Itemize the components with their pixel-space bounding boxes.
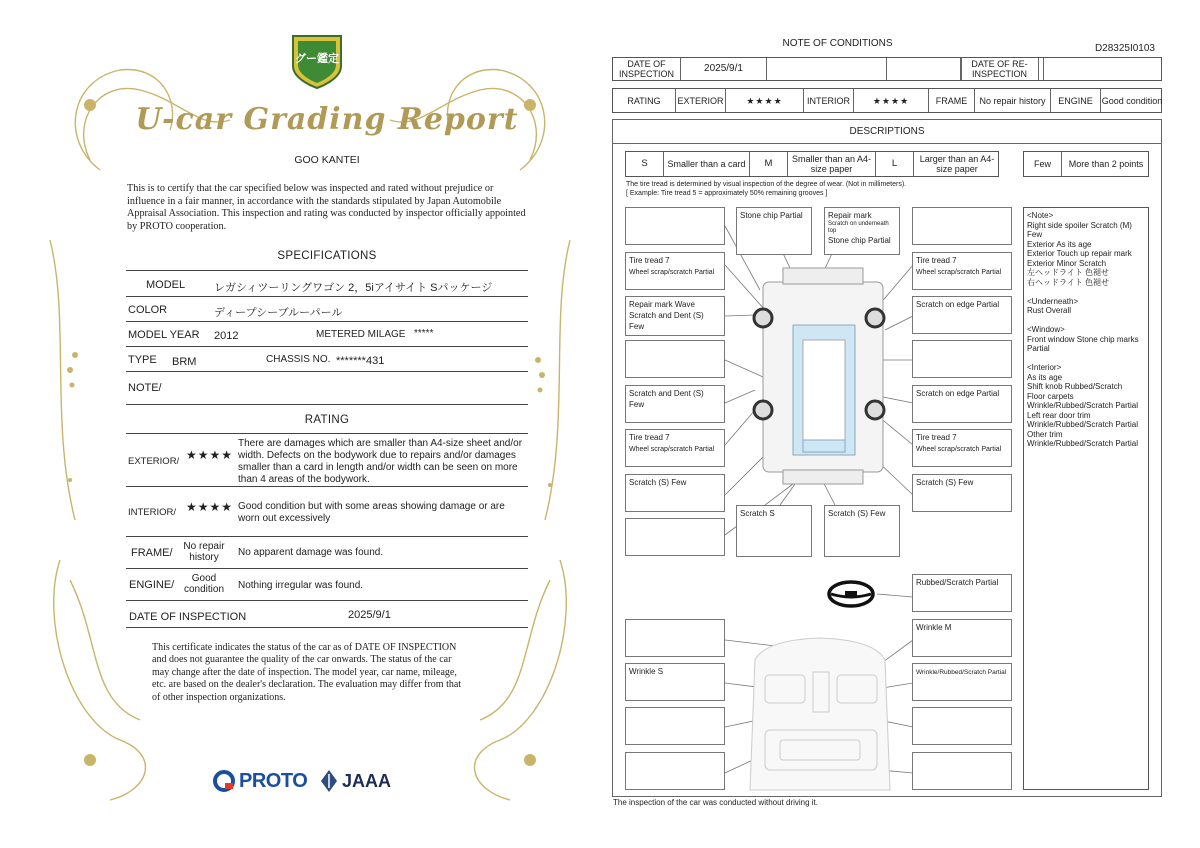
goo-kantei-badge [289, 32, 345, 90]
color-row [126, 297, 528, 322]
note-label: NOTE/ [128, 382, 162, 394]
frame-value: No repair history [975, 89, 1051, 112]
legend-code-m: M [750, 152, 788, 176]
damage-box-front-seat: Wrinkle M [912, 619, 1012, 657]
legend-text-few: More than 2 points [1068, 159, 1144, 169]
damage-box-rear-seat-right [912, 707, 1012, 745]
car-interior-view-icon [750, 638, 890, 790]
damage-box-left-door-rear: Scratch and Dent (S) Few [625, 385, 725, 423]
damage-box-right-door-front [912, 340, 1012, 378]
engine-description: Nothing irregular was found. [238, 580, 364, 591]
exterior-stars: ★★★★ [186, 448, 234, 462]
conditions-footer: The inspection of the car was conducted without driving it. [613, 798, 818, 807]
legend-code-few: Few [1024, 152, 1062, 176]
certificate-subtitle: GOO KANTEI [294, 154, 360, 166]
date-of-inspection-label: DATE OF INSPECTION [613, 58, 681, 80]
certificate-intro: This is to certify that the car specified below was inspected and rated without prejudice or influence in a fair manner, in accordance with the standards stipulated by Japan Automobile Appraisal Association. This inspection and rating was conducted by inspector officially appointed by PROTO cooperation. [127, 183, 526, 232]
damage-box-tire-rear-right: Tire tread 7 Wheel scrap/scratch Partial [912, 429, 1012, 467]
report-id: D28325I0103 [1094, 43, 1155, 54]
jaaa-logo-text: JAAA [342, 770, 392, 791]
note-line: As its age [1027, 372, 1063, 382]
note-row [126, 372, 528, 405]
note-line: Exterior As its age [1027, 239, 1092, 249]
damage-box-door-trim: Wrinkle/Rubbed/Scratch Partial [912, 663, 1012, 701]
jaaa-logo [320, 768, 391, 794]
damage-box-console [625, 707, 725, 745]
chassis-value: *******431 [336, 355, 385, 367]
interior-label: INTERIOR [804, 89, 854, 112]
damage-box-left-quarter: Scratch (S) Few [625, 474, 725, 512]
note-line [1027, 316, 1147, 326]
note-line: <Interior> [1027, 363, 1062, 372]
proto-mark-icon [213, 770, 235, 792]
grading-certificate [30, 20, 590, 830]
damage-box-front-bumper: Stone chip Partial [736, 207, 812, 255]
note-line: Floor carpets Wrinkle/Rubbed/Scratch Partial [1027, 391, 1139, 410]
badge-text: グー鑑定 [295, 53, 339, 65]
damage-box-rear-seat-left [625, 752, 725, 790]
date-of-inspection-row [126, 601, 528, 628]
engine-rating-row [126, 569, 528, 601]
mileage-label: METERED MILAGE [316, 329, 406, 340]
note-line: <Note> [1027, 211, 1054, 220]
proto-logo-text: PROTO [239, 769, 308, 792]
damage-box-right-fender: Scratch on edge Partial [912, 296, 1012, 334]
damage-box-steering: Rubbed/Scratch Partial [912, 574, 1012, 612]
damage-box-left-fender: Repair mark Wave Scratch and Dent (S) Few [625, 296, 725, 336]
note-of-conditions [605, 0, 1185, 848]
damage-box-tire-rear-left: Tire tread 7 Wheel scrap/scratch Partial [625, 429, 725, 467]
damage-box-rear-left: Scratch S [736, 505, 812, 557]
specifications-heading: SPECIFICATIONS [277, 250, 377, 262]
interior-label: INTERIOR/ [128, 507, 177, 518]
note-line: Rust Overall [1027, 306, 1072, 315]
frame-rating-row [126, 537, 528, 569]
legend-code-l: L [876, 152, 914, 176]
steering-wheel-icon [829, 582, 873, 606]
descriptions-heading: DESCRIPTIONS [613, 120, 1161, 144]
note-line: 左ヘッドライト 色褪せ [1027, 268, 1109, 277]
exterior-rating-row [126, 433, 528, 487]
damage-box-left-door-front [625, 340, 725, 378]
engine-value: Good condition [1101, 95, 1163, 106]
model-value: レガシィツーリングワゴン 2，5iアイサイト Sパッケージ [214, 282, 493, 294]
note-line: Shift knob Rubbed/Scratch [1027, 382, 1123, 391]
certificate-footer: This certificate indicates the status of the car as of DATE OF INSPECTION and does not guarantee the quality of the car onwards. The status of the car may change after the date of inspection. The model year, car name, mileage, etc. are based on the dealer's declaration. The evaluation may differ from that of other inspection organizations. [152, 642, 462, 703]
proto-logo [213, 768, 307, 794]
engine-label: ENGINE/ [129, 579, 175, 591]
type-value: BRM [172, 356, 197, 368]
type-label: TYPE [128, 354, 157, 366]
note-line: Exterior Minor Scratch [1027, 258, 1107, 268]
chassis-label: CHASSIS NO. [266, 354, 331, 365]
tire-note-1: The tire tread is determined by visual inspection of the degree of wear. (Not in millimeters). [626, 181, 907, 188]
mileage-value: ***** [414, 328, 434, 339]
note-line: <Window> [1027, 325, 1065, 334]
note-line [1027, 354, 1147, 364]
note-line: Exterior Touch up repair mark [1027, 249, 1132, 258]
damage-box-front-left [625, 207, 725, 245]
damage-box-driver-seat: Wrinkle S [625, 663, 725, 701]
note-line: Left rear door trim Wrinkle/Rubbed/Scratch Partial [1027, 410, 1139, 429]
exterior-label: EXTERIOR [676, 89, 726, 112]
tire-note-2: [ Example: Tire tread 5 = approximately 50% remaining grooves ] [626, 190, 828, 197]
date-of-reinspection-label: DATE OF RE-INSPECTION [961, 58, 1039, 80]
interior-stars: ★★★★ [186, 500, 234, 514]
model-year-row [126, 322, 528, 347]
type-row [126, 347, 528, 372]
rating-label: RATING [613, 89, 676, 112]
damage-box-right-quarter: Scratch (S) Few [912, 474, 1012, 512]
damage-box-dashboard [625, 619, 725, 657]
interior-rating-row [126, 487, 528, 537]
model-row [126, 270, 528, 297]
damage-box-hood: Repair mark Scratch on underneath top Stone chip Partial [824, 207, 900, 255]
frame-label: FRAME [929, 89, 975, 112]
legend-code-s: S [626, 152, 664, 176]
model-year-label: MODEL YEAR [128, 329, 200, 341]
damage-box-rear-bumper: Scratch (S) Few [824, 505, 900, 557]
color-value: ディープシーブルーパール [214, 307, 343, 319]
note-line: <Underneath> [1027, 296, 1079, 306]
certificate-title: U-car Grading Report [135, 102, 519, 137]
note-line: Front window Stone chip marks Partial [1027, 334, 1139, 353]
frame-value: No repair history [183, 541, 225, 563]
date-of-inspection-value: 2025/9/1 [348, 609, 391, 621]
note-line: Other trim Wrinkle/Rubbed/Scratch Partial [1027, 429, 1139, 448]
note-line [1027, 287, 1147, 297]
date-of-inspection-label: DATE OF INSPECTION [129, 611, 247, 623]
interior-description: Good condition but with some areas showing damage or are worn out excessively [238, 501, 505, 524]
frame-label: FRAME/ [131, 547, 173, 559]
note-line: 右ヘッドライト 色褪せ [1027, 277, 1109, 287]
legend-text-s: Smaller than a card [664, 152, 750, 176]
model-label: MODEL [146, 279, 186, 291]
rating-heading: RATING [304, 414, 350, 426]
notes-list [1027, 211, 1147, 449]
note-line: Right side spoiler Scratch (M) Few [1027, 220, 1132, 239]
model-year-value: 2012 [214, 330, 239, 342]
car-top-view-icon [754, 268, 884, 484]
damage-box-tire-front-right: Tire tread 7 Wheel scrap/scratch Partial [912, 252, 1012, 290]
exterior-stars: ★★★★ [726, 89, 804, 112]
date-of-inspection-value: 2025/9/1 [681, 58, 767, 80]
exterior-description: There are damages which are smaller than A4-size sheet and/or width. Defects on the bodywork due to repairs and/or damages smaller than a card in length and/or width can be seen on more than 4 areas of the bodywork. [238, 438, 523, 485]
jaaa-mark-icon [320, 769, 338, 793]
engine-value: Good condition [183, 573, 225, 595]
damage-box-right-door-rear: Scratch on edge Partial [912, 385, 1012, 423]
damage-box-front-right [912, 207, 1012, 245]
legend-text-l: Larger than an A4-size paper [919, 154, 995, 174]
damage-box-tire-front-left: Tire tread 7 Wheel scrap/scratch Partial [625, 252, 725, 290]
exterior-label: EXTERIOR/ [128, 456, 180, 467]
damage-box-rear-corner-left [625, 518, 725, 556]
interior-stars: ★★★★ [854, 89, 929, 112]
conditions-heading: NOTE OF CONDITIONS [782, 38, 893, 49]
frame-description: No apparent damage was found. [238, 547, 384, 558]
color-label: COLOR [128, 304, 168, 316]
legend-text-m: Smaller than an A4-size paper [788, 152, 876, 176]
engine-label: ENGINE [1051, 89, 1101, 112]
damage-box-cargo [912, 752, 1012, 790]
